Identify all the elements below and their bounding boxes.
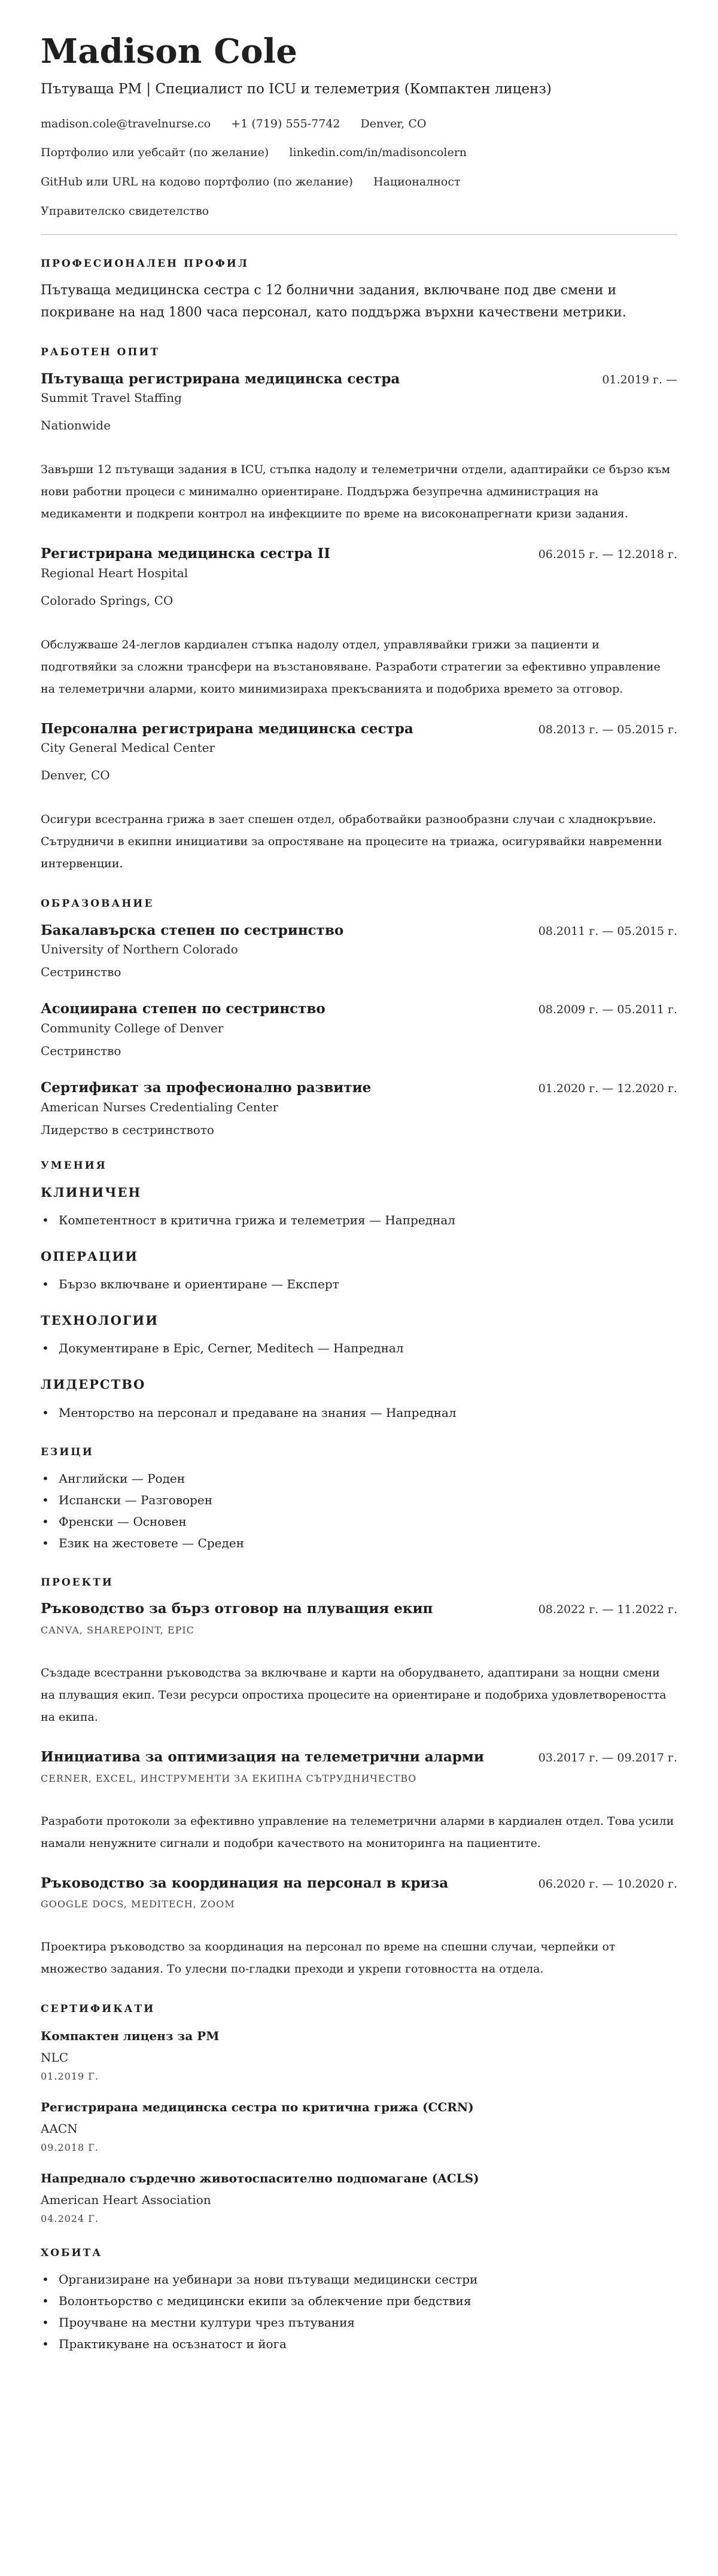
education-section	[41, 898, 677, 1136]
languages-title: ЕЗИЦИ	[41, 1446, 94, 1458]
resume-header	[41, 32, 677, 235]
degree-date: 01.2020 г. — 12.2020 г.	[538, 1081, 677, 1095]
contact-row-links	[41, 146, 677, 160]
certification-date: 09.2018 Г.	[41, 2141, 99, 2153]
skills-title: УМЕНИЯ	[41, 1159, 107, 1172]
degree-school: University of Northern Colorado	[41, 942, 238, 957]
language-item: • Английски — Роден	[41, 1468, 677, 1489]
hobbies-section	[41, 2247, 677, 2355]
job-location: Nationwide	[41, 418, 111, 433]
languages-section	[41, 1446, 677, 1554]
project-title: Инициатива за оптимизация на телеметрични аларми	[41, 1749, 484, 1766]
contact-portfolio[interactable]: Портфолио или уебсайт (по желание)	[41, 146, 269, 160]
project-description: Проектира ръководство за координация на персонал по време на спешни случаи, черпейки от множество задания. То улесни по-гладки преходи и укрепи готовността на отдела.	[41, 1940, 616, 1976]
project-title: Ръководство за координация на персонал в криза	[41, 1874, 449, 1891]
degree-field: Сестринство	[41, 965, 121, 980]
degree-date: 08.2009 г. — 05.2011 г.	[538, 1003, 677, 1017]
degree-school: Community College of Denver	[41, 1020, 224, 1035]
experience-section	[41, 346, 677, 875]
certification-issuer: AACN	[41, 2121, 78, 2136]
job-title: Персонална регистрирана медицинска сестра	[41, 720, 413, 737]
certification-entry	[41, 2171, 677, 2224]
education-entry	[41, 1080, 677, 1137]
project-description: Създаде всестранни ръководства за включване и карти на оборудването, адаптирани за нощни смени на плуващия екип. Тези ресурси опростиха процесите на ориентиране и подобриха удовлетвореността на екипа.	[41, 1666, 667, 1724]
certification-name: Регистрирана медицинска сестра по критична грижа (CCRN)	[41, 2099, 474, 2114]
hobby-list	[41, 2269, 677, 2355]
hobbies-title: ХОБИТА	[41, 2246, 103, 2259]
certification-issuer: American Heart Association	[41, 2192, 211, 2207]
degree-field: Сестринство	[41, 1043, 121, 1058]
skill-list	[41, 1402, 677, 1423]
project-date: 03.2017 г. — 09.2017 г.	[538, 1751, 677, 1765]
skill-list	[41, 1209, 677, 1231]
certification-date: 04.2024 Г.	[41, 2212, 99, 2224]
summary-section	[41, 258, 677, 324]
contact-row-extra	[41, 175, 677, 189]
degree-title: Бакалавърска степен по сестринство	[41, 922, 344, 938]
experience-entry	[41, 371, 677, 526]
language-item: • Френски — Основен	[41, 1511, 677, 1532]
certification-entry	[41, 2100, 677, 2153]
contact-row-certificate	[41, 205, 677, 218]
summary-title: ПРОФЕСИОНАЛЕН ПРОФИЛ	[41, 257, 249, 270]
language-list	[41, 1468, 677, 1554]
projects-title: ПРОЕКТИ	[41, 1577, 114, 1589]
degree-title: Асоциирана степен по сестринство	[41, 1001, 325, 1017]
project-tech: CERNER, EXCEL, ИНСТРУМЕНТИ ЗА ЕКИПНА СЪТРУДНИЧЕСТВО	[41, 1772, 417, 1784]
contact-github[interactable]: GitHub или URL на кодово портфолио (по желание)	[41, 175, 353, 189]
contact-email[interactable]: madison.cole@travelnurse.co	[41, 117, 211, 130]
certification-issuer: NLC	[41, 2050, 69, 2065]
skill-category: ОПЕРАЦИИ	[41, 1249, 138, 1264]
job-location: Colorado Springs, CO	[41, 593, 174, 608]
job-employer: Summit Travel Staffing	[41, 391, 182, 406]
certifications-section	[41, 2003, 677, 2224]
job-date: 08.2013 г. — 05.2015 г.	[538, 723, 677, 736]
contact-certificate: Управителско свидетелство	[41, 204, 209, 218]
degree-date: 08.2011 г. — 05.2015 г.	[538, 924, 677, 938]
skill-item: • Компетентност в критична грижа и телеметрия — Напреднал	[41, 1209, 677, 1231]
certification-name: Напреднало сърдечно животоспасително подпомагане (ACLS)	[41, 2170, 479, 2185]
skill-list	[41, 1337, 677, 1359]
project-date: 06.2020 г. — 10.2020 г.	[538, 1877, 677, 1891]
skill-item: • Бързо включване и ориентиране — Експерт	[41, 1273, 677, 1295]
education-title: ОБРАЗОВАНИЕ	[41, 898, 154, 910]
contact-location: Denver, CO	[360, 117, 427, 130]
hobby-item: • Организиране на уебинари за нови пътуващи медицински сестри	[41, 2269, 677, 2290]
hobby-item: • Проучване на местни култури чрез пътувания	[41, 2312, 677, 2333]
project-tech: GOOGLE DOCS, MEDITECH, ZOOM	[41, 1898, 235, 1910]
project-entry	[41, 1601, 677, 1728]
certification-entry	[41, 2029, 677, 2082]
hobby-item: • Практикуване на осъзнатост и йога	[41, 2333, 677, 2355]
candidate-name: Madison Cole	[41, 32, 298, 71]
skill-item: • Менторство на персонал и предаване на знания — Напреднал	[41, 1402, 677, 1423]
skill-category: КЛИНИЧЕН	[41, 1184, 142, 1200]
degree-field: Лидерство в сестринството	[41, 1122, 214, 1137]
job-location: Denver, CO	[41, 768, 110, 783]
experience-entry	[41, 545, 677, 700]
candidate-headline: Пътуваща PM | Специалист по ICU и телеметрия (Компактен лиценз)	[41, 81, 552, 97]
experience-entry	[41, 721, 677, 876]
language-item: • Език на жестовете — Среден	[41, 1532, 677, 1554]
education-entry	[41, 922, 677, 980]
job-description: Обслужваше 24-леглов кардиален стъпка надолу отдел, управлявайки грижи за пациенти и подготвяйки за сложни трансфери на възстановяване. Разработи стратегии за ефективно управление на телеметрични аларми, които минимизираха прекъсванията и подобриха времето за отговор.	[41, 638, 661, 696]
contact-phone[interactable]: +1 (719) 555-7742	[231, 117, 340, 130]
project-entry	[41, 1875, 677, 1981]
project-date: 08.2022 г. — 11.2022 г.	[538, 1603, 677, 1617]
education-entry	[41, 1001, 677, 1058]
project-title: Ръководство за бърз отговор на плуващия екип	[41, 1601, 433, 1617]
degree-school: American Nurses Credentialing Center	[41, 1099, 279, 1114]
job-description: Завърши 12 пътуващи задания в ICU, стъпка надолу и телеметрични отдели, адаптирайки се бързо към нови работни процеси с минимално ориентиране. Поддържа безупречна администрация на медикаменти и подкрепи контрол на инфекциите по време на високонапрегнати кризи задания.	[41, 463, 671, 521]
project-description: Разработи протоколи за ефективно управление на телеметрични аларми в кардиален отдел. Това усили намали ненужните сигнали и подобри качеството на мониторинга на пациентите.	[41, 1814, 674, 1850]
experience-title: РАБОТЕН ОПИТ	[41, 346, 160, 359]
project-tech: CANVA, SHAREPOINT, EPIC	[41, 1624, 194, 1636]
job-employer: City General Medical Center	[41, 740, 215, 755]
hobby-item: • Волонтьорство с медицински екипи за облекчение при бедствия	[41, 2290, 677, 2312]
certifications-title: СЕРТИФИКАТИ	[41, 2003, 156, 2016]
projects-section	[41, 1577, 677, 1980]
certification-name: Компактен лиценз за PM	[41, 2028, 220, 2043]
project-entry	[41, 1749, 677, 1855]
job-date: 01.2019 г. —	[602, 373, 677, 386]
job-date: 06.2015 г. — 12.2018 г.	[538, 548, 677, 562]
job-employer: Regional Heart Hospital	[41, 565, 188, 580]
job-title: Регистрирана медицинска сестра II	[41, 545, 331, 562]
skills-section	[41, 1160, 677, 1423]
job-title: Пътуваща регистрирана медицинска сестра	[41, 370, 400, 387]
skill-category: ЛИДЕРСТВО	[41, 1377, 146, 1392]
header-divider	[41, 234, 677, 235]
skill-list	[41, 1273, 677, 1295]
skill-category: ТЕХНОЛОГИИ	[41, 1313, 159, 1328]
certification-date: 01.2019 Г.	[41, 2070, 99, 2082]
degree-title: Сертификат за професионално развитие	[41, 1079, 372, 1096]
contact-nationality: Националност	[373, 175, 461, 189]
contact-linkedin[interactable]: linkedin.com/in/madisoncolern	[289, 146, 467, 160]
skill-item: • Документиране в Epic, Cerner, Meditech — Напреднал	[41, 1337, 677, 1359]
contact-row-primary	[41, 117, 677, 131]
language-item: • Испански — Разговорен	[41, 1489, 677, 1511]
job-description: Осигури всестранна грижа в зает спешен отдел, обработвайки разнообразни случаи с хладнокръвие. Сътрудничи в екипни инициативи за опростяване на процесите на триажа, осигурявайки навременни интервенции.	[41, 813, 662, 871]
summary-text: Пътуваща медицинска сестра с 12 болнични задания, включване под две смени и покриване на над 1800 часа персонал, като поддържа върхни качествени метрики.	[41, 283, 626, 321]
